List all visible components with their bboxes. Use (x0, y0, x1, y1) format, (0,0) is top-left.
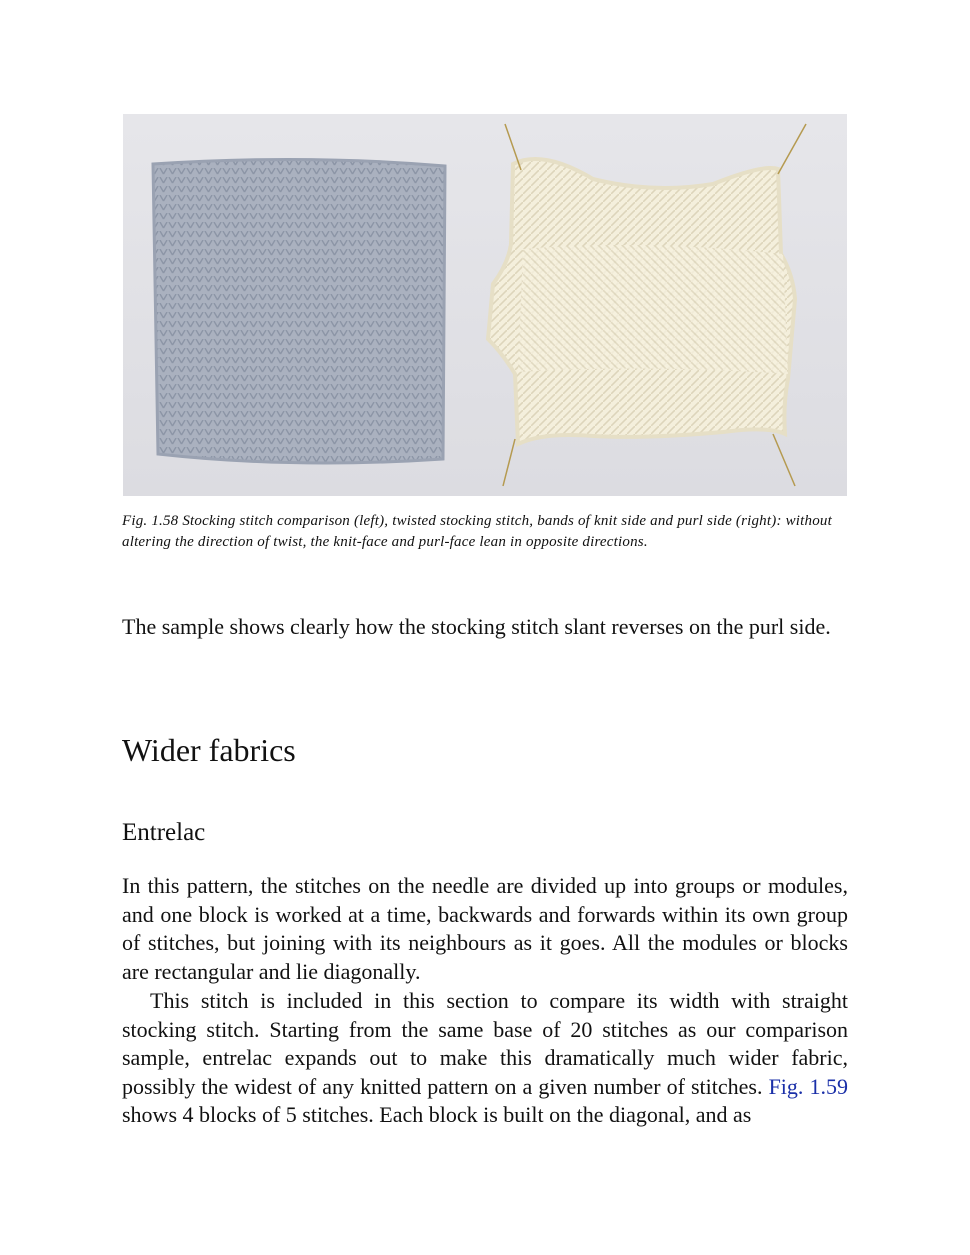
pin-top-right (778, 124, 806, 174)
figure-photo (123, 114, 847, 496)
subsection-heading: Entrelac (122, 819, 206, 846)
paragraph-2: In this pattern, the stitches on the needle are divided up into groups or modules, and one block is worked at a time, backwards and forwards within its own group of stitches, but joining with its neighbours as it goes. All the modules or blocks are rectangular and lie diagonally. (122, 873, 848, 984)
paragraph-1: The sample shows clearly how the stocking stitch slant reverses on the purl side. (122, 614, 831, 639)
pin-bottom-right (773, 434, 795, 486)
cream-swatch-band (518, 245, 788, 374)
knitted-swatches-illustration (123, 114, 847, 496)
paragraph-3-text-start: This stitch is included in this section to compare its width with straight stocking stitch. Starting from the same base of 20 stitches as our comparison sample, entrelac expands out to make this dramatically much wider fabric, possibly the widest of any knitted pattern on a given number of stitches. (122, 988, 848, 1099)
figure-caption: Fig. 1.58 Stocking stitch comparison (left), twisted stocking stitch, bands of knit side and purl side (right): without altering the direction of twist, the knit-face and purl-face lean in opposite directions. (122, 513, 832, 550)
section-heading: Wider fabrics (122, 732, 296, 768)
paragraph-3-text-end: shows 4 blocks of 5 stitches. Each block is built on the diagonal, and as (122, 1102, 752, 1128)
fig-1-59-link[interactable]: Fig. 1.59 (768, 1073, 848, 1099)
pin-bottom-left (503, 439, 515, 486)
paragraph-3 (122, 987, 848, 1130)
grey-swatch (153, 159, 445, 463)
